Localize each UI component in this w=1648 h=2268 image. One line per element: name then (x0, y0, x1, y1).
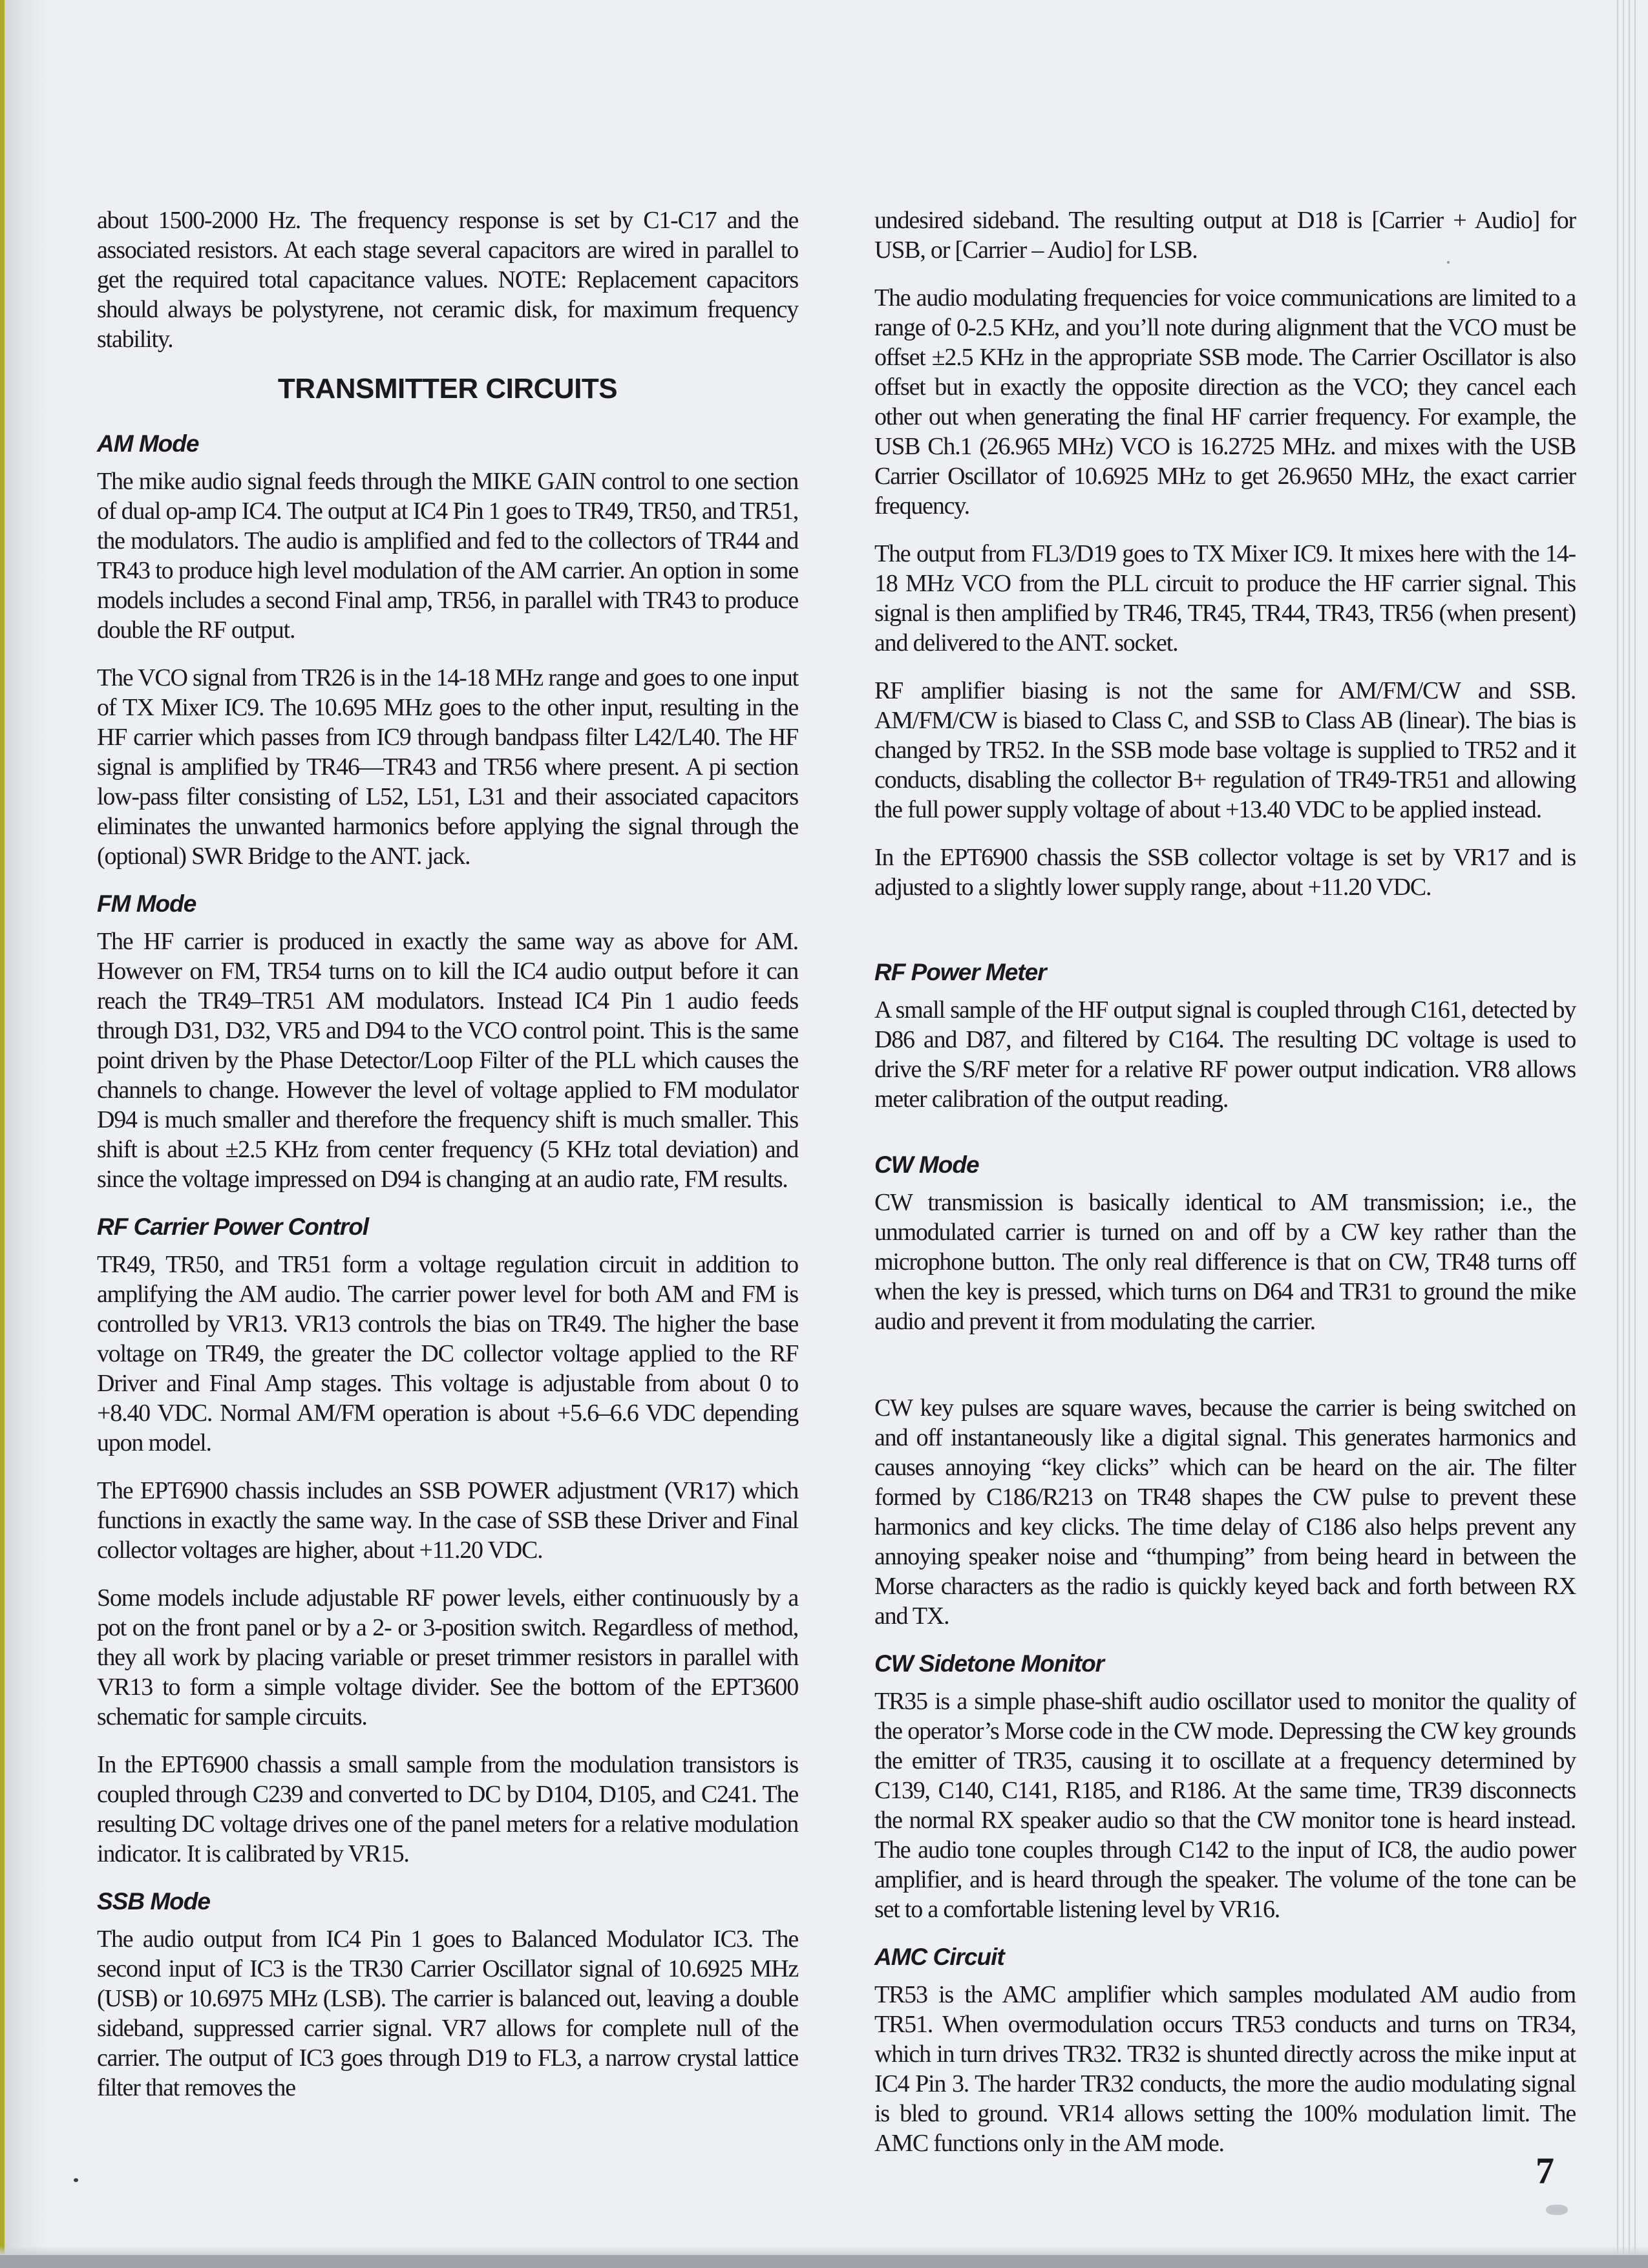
am-mode-heading: AM Mode (97, 430, 199, 457)
paragraph: The mike audio signal feeds through the MIKE GAIN control to one section of dual op-amp IC4. The output at IC4 Pin 1 goes to TR49, TR50, and TR51, the modulators. The audio is amplified and fed to the collectors of TR44 and TR43 to produce high level modulation of the AM carrier. An option in some models includes a second Final amp, TR56, in parallel with TR43 to produce double the RF output. (97, 468, 798, 644)
ssb-mode-heading: SSB Mode (97, 1888, 210, 1915)
paragraph: Some models include adjustable RF power levels, either continuously by a pot on the front panel or by a 2- or 3-position switch. Regardless of method, they all work by placing variable or preset trimmer resistors in parallel with VR13 to form a simple voltage divider. See the bottom of the EPT3600 schematic for sample circuits. (97, 1584, 798, 1730)
paragraph: CW key pulses are square waves, because the carrier is being switched on and off instantaneously like a digital signal. This generates harmonics and causes annoying “key clicks” which can be heard on the air. The filter formed by C186/R213 on TR48 shapes the CW pulse to prevent these harmonics and key clicks. The time delay of C186 also helps prevent any annoying speaker noise and “thumping” from being heard in between the Morse characters as the radio is quickly keyed back and forth between RX and TX. (874, 1394, 1576, 1630)
page-edge-lines (1617, 0, 1636, 2268)
amc-circuit-heading: AMC Circuit (874, 1944, 1004, 1970)
fm-mode-heading: FM Mode (97, 890, 196, 917)
paragraph: The VCO signal from TR26 is in the 14-18 MHz range and goes to one input of TX Mixer IC9. The 10.695 MHz goes to the other input, resulting in the HF carrier which passes from IC9 through bandpass filter L42/L40. The HF signal is amplified by TR46—TR43 and TR56 where present. A pi section low-pass filter consisting of L52, L51, L31 and their associated capacitors eliminates the unwanted harmonics before applying the signal through the (optional) SWR Bridge to the ANT. jack. (97, 664, 798, 870)
paragraph: TR35 is a simple phase-shift audio oscillator used to monitor the quality of the operator’s Morse code in the CW mode. Depressing the CW key grounds the emitter of TR35, causing it to oscillate at a frequency determined by C139, C140, C141, R185, and R186. At the same time, TR39 disconnects the normal RX speaker audio so that the CW monitor tone is heard instead. The audio tone couples through C142 to the input of IC8, the audio power amplifier, and is heard through the speaker. The volume of the tone can be set to a comfortable listening level by VR16. (874, 1688, 1576, 1923)
intro-paragraph: about 1500-2000 Hz. The frequency response is set by C1-C17 and the associated resistors. At each stage several capacitors are wired in parallel to get the required total capacitance values. NOTE: Replacement capacitors should always be polystyrene, not ceramic disk, for maximum frequency stability. (97, 207, 798, 353)
cw-sidetone-monitor-heading: CW Sidetone Monitor (874, 1650, 1104, 1677)
page-number: 7 (1536, 2150, 1554, 2192)
right-column (874, 205, 1576, 2158)
page-curl-shadow (5, 0, 50, 2268)
rf-carrier-power-control-heading: RF Carrier Power Control (97, 1213, 369, 1240)
paragraph: TR49, TR50, and TR51 form a voltage regulation circuit in addition to amplifying the AM audio. The carrier power level for both AM and FM is controlled by VR13. VR13 controls the bias on TR49. The higher the base voltage on TR49, the greater the DC collector voltage applied to the RF Driver and Final Amp stages. This voltage is adjustable from about 0 to +8.40 VDC. Normal AM/FM operation is about +5.6–6.6 VDC depending upon model. (97, 1251, 798, 1456)
page-bottom-shade (0, 2246, 1648, 2255)
paragraph: undesired sideband. The resulting output at D18 is [Carrier + Audio] for USB, or [Carrier – Audio] for LSB. (874, 207, 1576, 264)
paragraph: The audio output from IC4 Pin 1 goes to Balanced Modulator IC3. The second input of IC3 is the TR30 Carrier Oscillator signal of 10.6925 MHz (USB) or 10.6975 MHz (LSB). The carrier is balanced out, leaving a double sideband, suppressed carrier signal. VR7 allows for complete null of the carrier. The output of IC3 goes through D19 to FL3, a narrow crystal lattice filter that removes the (97, 1926, 798, 2101)
paragraph: RF amplifier biasing is not the same for AM/FM/CW and SSB. AM/FM/CW is biased to Class C, and SSB to Class AB (linear). The bias is changed by TR52. In the SSB mode base voltage is supplied to TR52 and it conducts, disabling the collector B+ regulation of TR49-TR51 and allowing the full power supply voltage of about +13.40 VDC to be applied instead. (874, 677, 1576, 823)
cw-mode-heading: CW Mode (874, 1151, 979, 1178)
paragraph: In the EPT6900 chassis a small sample from the modulation transistors is coupled through C239 and converted to DC by D104, D105, and C241. The resulting DC voltage drives one of the panel meters for a relative modulation indicator. It is calibrated by VR15. (97, 1751, 798, 1867)
paragraph: The output from FL3/D19 goes to TX Mixer IC9. It mixes here with the 14-18 MHz VCO from the PLL circuit to produce the HF carrier signal. This signal is then amplified by TR46, TR45, TR44, TR43, TR56 (when present) and delivered to the ANT. socket. (874, 540, 1576, 656)
scanner-bed-strip (0, 2255, 1648, 2268)
scan-speck (74, 2178, 78, 2182)
paragraph: TR53 is the AMC amplifier which samples modulated AM audio from TR51. When overmodulation occurs TR53 conducts and turns on TR34, which in turn drives TR32. TR32 is shunted directly across the mike input at IC4 Pin 3. The harder TR32 conducts, the more the audio modulating signal is bled to ground. VR14 allows setting the 100% modulation limit. The AMC functions only in the AM mode. (874, 1981, 1576, 2157)
paragraph: The HF carrier is produced in exactly the same way as above for AM. However on FM, TR54 turns on to kill the IC4 audio output before it can reach the TR49–TR51 AM modulators. Instead IC4 Pin 1 audio feeds through D31, D32, VR5 and D94 to the VCO control point. This is the same point driven by the Phase Detector/Loop Filter of the PLL which causes the channels to change. However the level of voltage applied to FM modulator D94 is much smaller and therefore the frequency shift is much smaller. This shift is about ±2.5 KHz from center frequency (5 KHz total deviation) and since the voltage impressed on D94 is changing at an audio rate, FM results. (97, 928, 798, 1193)
scan-smudge (1546, 2205, 1568, 2215)
rf-power-meter-heading: RF Power Meter (874, 959, 1046, 985)
paragraph: In the EPT6900 chassis the SSB collector voltage is set by VR17 and is adjusted to a slightly lower supply range, about +11.20 VDC. (874, 844, 1576, 901)
paragraph: CW transmission is basically identical to AM transmission; i.e., the unmodulated carrier is turned on and off by a CW key rather than the microphone button. The only real difference is that on CW, TR48 turns off when the key is pressed, which turns on D64 and TR31 to ground the mike audio and prevent it from modulating the carrier. (874, 1189, 1576, 1335)
paragraph: The EPT6900 chassis includes an SSB POWER adjustment (VR17) which functions in exactly the same way. In the case of SSB these Driver and Final collector voltages are higher, about +11.20 VDC. (97, 1477, 798, 1564)
paragraph: The audio modulating frequencies for voice communications are limited to a range of 0-2.5 KHz, and you’ll note during alignment that the VCO must be offset ±2.5 KHz in the appropriate SSB mode. The Carrier Oscillator is also offset but in exactly the opposite direction as the VCO; they cancel each other out when generating the final HF carrier frequency. For example, the USB Ch.1 (26.965 MHz) VCO is 16.2725 MHz. and mixes with the USB Carrier Oscillator of 10.6925 MHz to get 26.9650 MHz, the exact carrier frequency. (874, 284, 1576, 520)
paragraph: A small sample of the HF output signal is coupled through C161, detected by D86 and D87, and filtered by C164. The resulting DC voltage is used to drive the S/RF meter for a relative RF power output indication. VR8 allows meter calibration of the output reading. (874, 996, 1576, 1113)
left-column (97, 205, 798, 2103)
transmitter-circuits-title: TRANSMITTER CIRCUITS (277, 373, 618, 404)
binding-edge-strip (0, 0, 5, 2268)
